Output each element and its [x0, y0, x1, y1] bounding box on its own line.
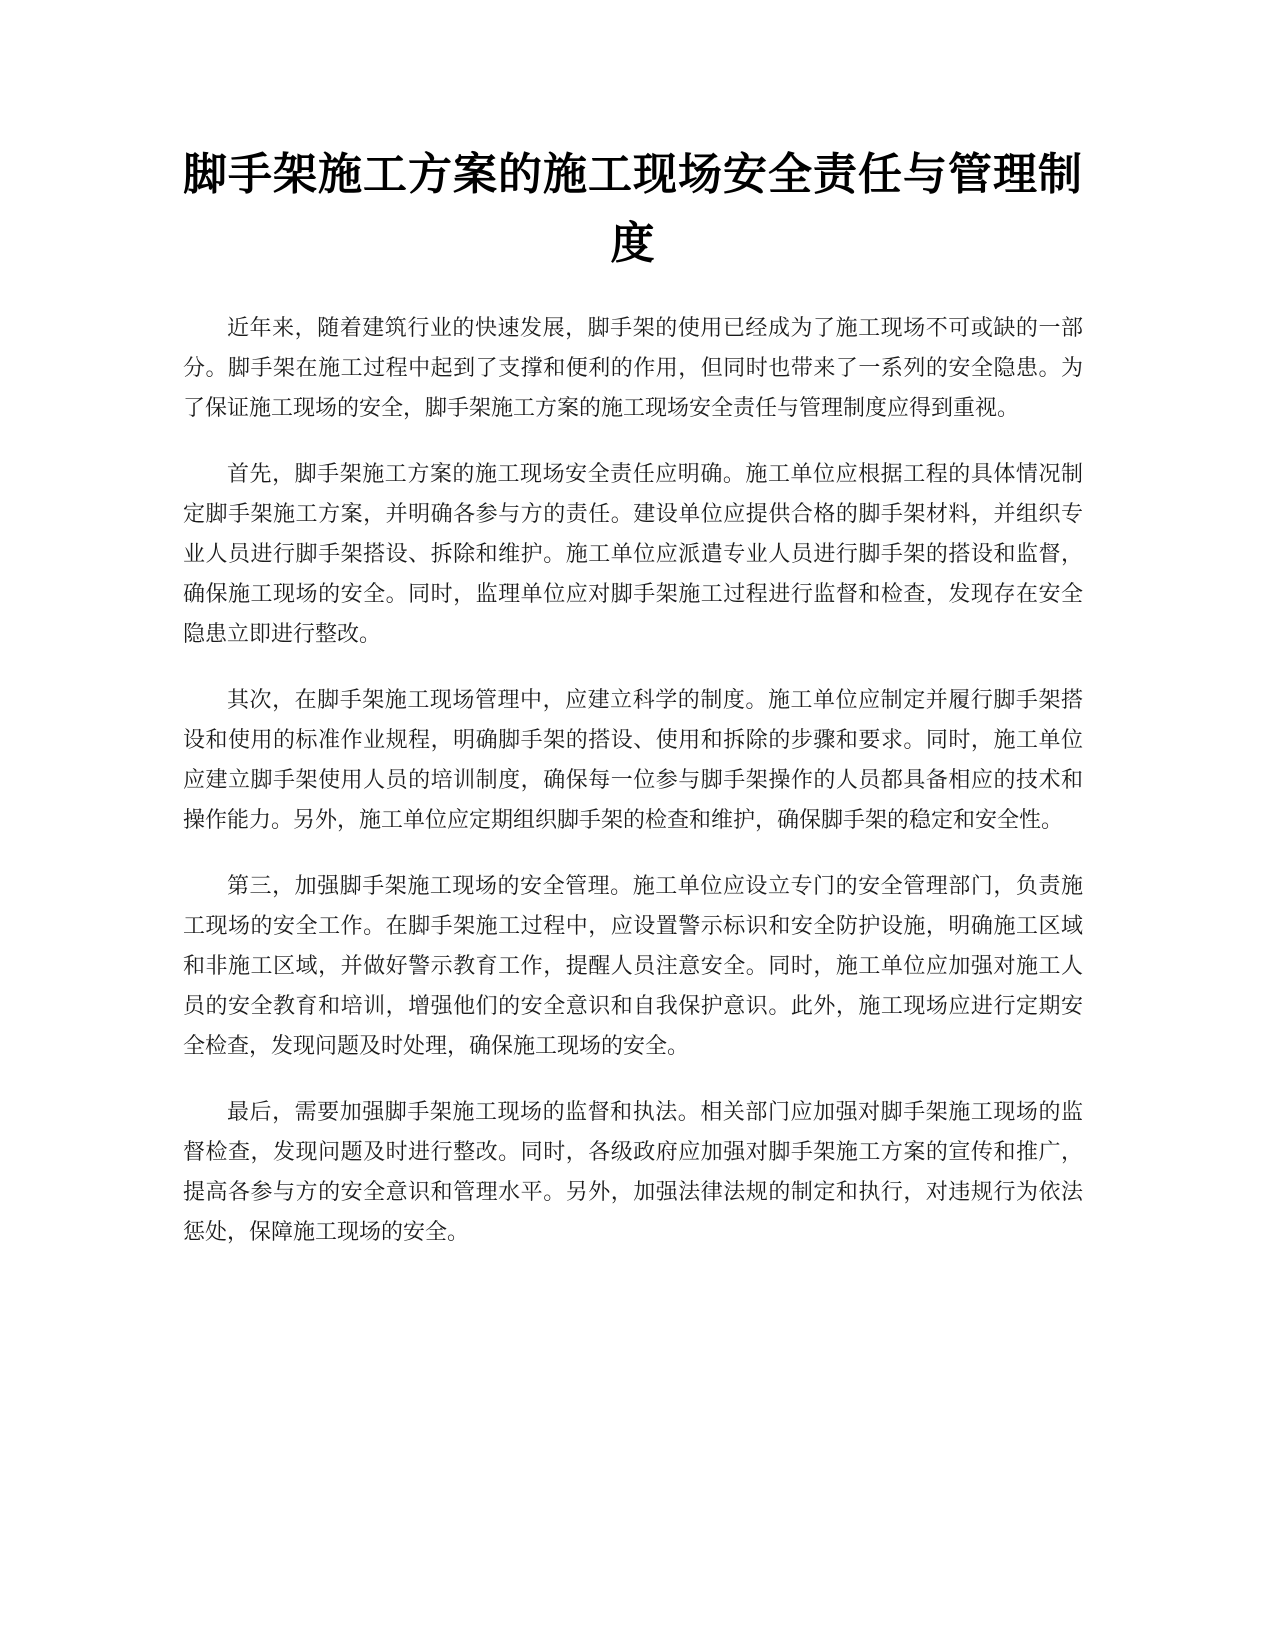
paragraph-management-system: 其次，在脚手架施工现场管理中，应建立科学的制度。施工单位应制定并履行脚手架搭设和使用的标准作业规程，明确脚手架的搭设、使用和拆除的步骤和要求。同时，施工单位应建立脚手架使用人员的培训制度，确保每一位参与脚手架操作的人员都具备相应的技术和操作能力。另外，施工单位应定期组织脚手架的检查和维护，确保脚手架的稳定和安全性。: [183, 688, 1083, 833]
document-body: [183, 309, 1083, 1253]
paragraph-supervision: 最后，需要加强脚手架施工现场的监督和执法。相关部门应加强对脚手架施工现场的监督检查，发现问题及时进行整改。同时，各级政府应加强对脚手架施工方案的宣传和推广，提高各参与方的安全意识和管理水平。另外，加强法律法规的制定和执行，对违规行为依法惩处，保障施工现场的安全。: [183, 1100, 1083, 1245]
paragraph-safety-management: 第三，加强脚手架施工现场的安全管理。施工单位应设立专门的安全管理部门，负责施工现场的安全工作。在脚手架施工过程中，应设置警示标识和安全防护设施，明确施工区域和非施工区域，并做好警示教育工作，提醒人员注意安全。同时，施工单位应加强对施工人员的安全教育和培训，增强他们的安全意识和自我保护意识。此外，施工现场应进行定期安全检查，发现问题及时处理，确保施工现场的安全。: [183, 874, 1083, 1059]
document-page: [183, 140, 1083, 1279]
paragraph-intro: 近年来，随着建筑行业的快速发展，脚手架的使用已经成为了施工现场不可或缺的一部分。脚手架在施工过程中起到了支撑和便利的作用，但同时也带来了一系列的安全隐患。为了保证施工现场的安全，脚手架施工方案的施工现场安全责任与管理制度应得到重视。: [183, 316, 1083, 421]
paragraph-responsibility: 首先，脚手架施工方案的施工现场安全责任应明确。施工单位应根据工程的具体情况制定脚手架施工方案，并明确各参与方的责任。建设单位应提供合格的脚手架材料，并组织专业人员进行脚手架搭设、拆除和维护。施工单位应派遣专业人员进行脚手架的搭设和监督，确保施工现场的安全。同时，监理单位应对脚手架施工过程进行监督和检查，发现存在安全隐患立即进行整改。: [183, 462, 1083, 647]
document-title: 脚手架施工方案的施工现场安全责任与管理制度: [183, 149, 1083, 269]
